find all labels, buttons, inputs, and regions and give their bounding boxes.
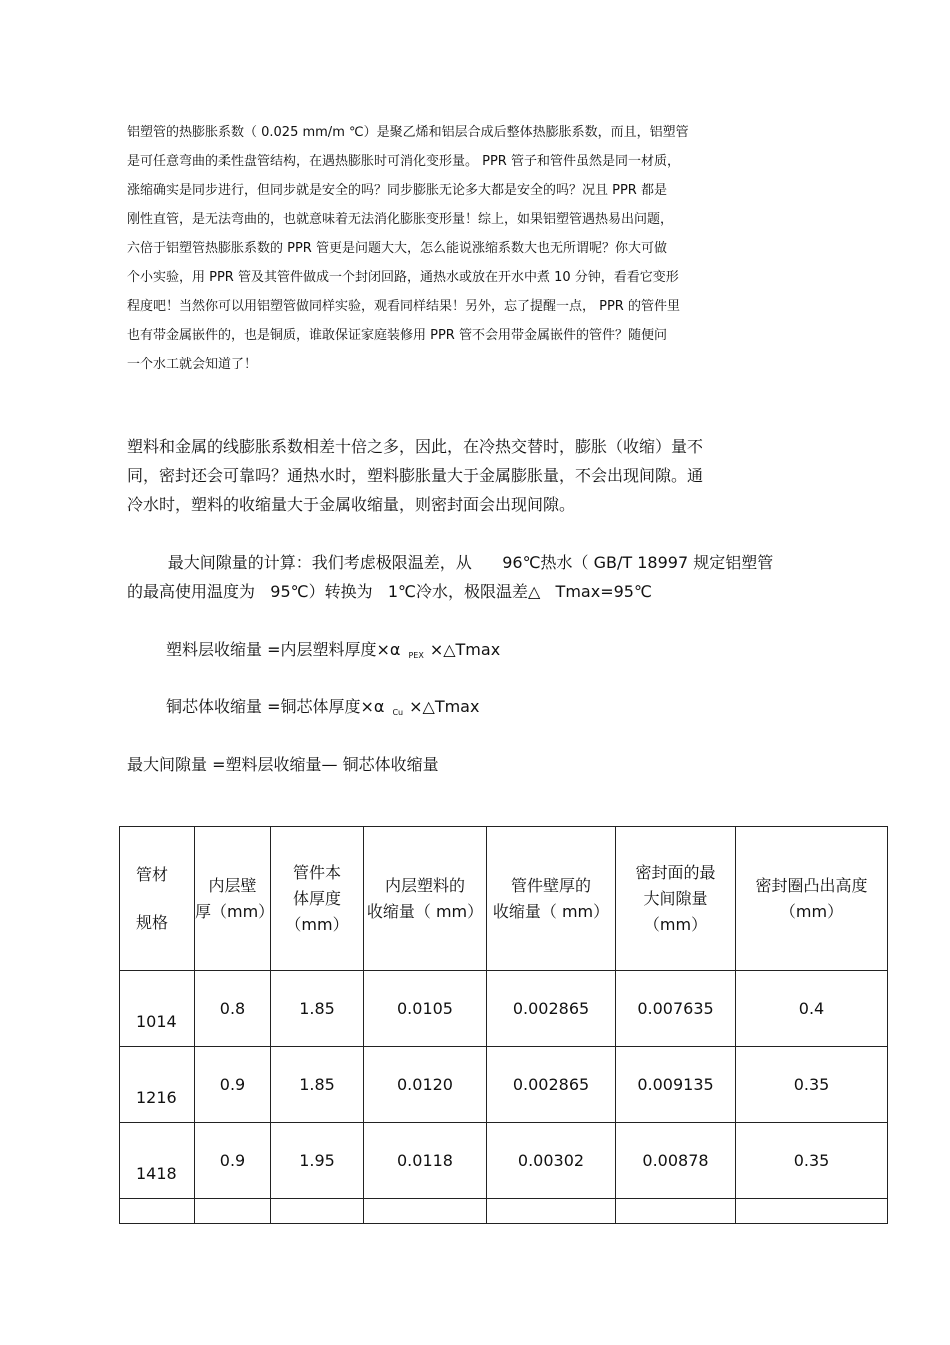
cell-spec: 1014 (120, 971, 195, 1047)
header-cell-plastic-shrinkage: 内层塑料的 收缩量（ mm） (364, 827, 487, 971)
text-line: 涨缩确实是同步进行，但同步就是安全的吗？同步膨胀无论多大都是安全的吗？况且 PPR 都是 (127, 183, 667, 198)
cell-body-thickness: 1.85 (271, 1047, 364, 1123)
text-line: 铝塑管的热膨胀系数（ 0.025 mm/m ℃）是聚乙烯和铝层合成后整体热膨胀系数，而且，铝塑管 (127, 125, 689, 140)
cell-wall-shrinkage: 0.002865 (487, 1047, 616, 1123)
table-row (120, 971, 888, 1047)
text-line: 也有带金属嵌件的，也是铜质，谁敢保证家庭装修用 PPR 管不会用带金属嵌件的管件？随便问 (127, 328, 667, 343)
text-line: 一个水工就会知道了！ (127, 357, 258, 372)
cell-plastic-shrinkage: 0.0118 (364, 1123, 487, 1199)
text-line: 程度吧！当然你可以用铝塑管做同样实验，观看同样结果！另外，忘了提醒一点， PPR 的管件里 (127, 299, 680, 314)
formula-subscript: Cu (392, 708, 404, 717)
formula-copper-shrinkage (166, 696, 479, 721)
cell-spec: 1216 (120, 1047, 195, 1123)
cell-body-thickness: 1.95 (271, 1123, 364, 1199)
table-row (120, 1047, 888, 1123)
table-row (120, 1123, 888, 1199)
formula-lhs: 铜芯体收缩量 =铜芯体厚度×α (166, 697, 385, 716)
empty-cell (487, 1199, 616, 1224)
header-cell-body-thickness: 管件本 体厚度 （mm） (271, 827, 364, 971)
header-cell-spec: 管材 规格 (120, 827, 195, 971)
text-line: 个小实验，用 PPR 管及其管件做成一个封闭回路，通热水或放在开水中煮 10 分钟，看看它变形 (127, 270, 679, 285)
formula-rhs: ×△Tmax (409, 697, 480, 716)
table-empty-row (120, 1199, 888, 1224)
cell-seal-protrusion: 0.4 (736, 971, 888, 1047)
calculation-paragraph (127, 548, 827, 606)
empty-cell (271, 1199, 364, 1224)
cell-plastic-shrinkage: 0.0120 (364, 1047, 487, 1123)
header-cell-inner-wall: 内层壁 厚（mm） (195, 827, 271, 971)
table-header-row (120, 827, 888, 971)
cell-max-gap: 0.009135 (616, 1047, 736, 1123)
formula-subscript: PEX (408, 651, 424, 660)
empty-cell (736, 1199, 888, 1224)
cell-seal-protrusion: 0.35 (736, 1047, 888, 1123)
cell-max-gap: 0.00878 (616, 1123, 736, 1199)
text-line: 塑料和金属的线膨胀系数相差十倍之多，因此，在冷热交替时，膨胀（收缩）量不 (127, 437, 704, 456)
formula-rhs: ×△Tmax (429, 640, 501, 659)
cell-body-thickness: 1.85 (271, 971, 364, 1047)
formula-lhs: 塑料层收缩量 =内层塑料厚度×α (166, 640, 401, 659)
header-cell-max-gap: 密封面的最 大间隙量 （mm） (616, 827, 736, 971)
text-line: 冷水时，塑料的收缩量大于金属收缩量，则密封面会出现间隙。 (127, 495, 576, 514)
header-cell-wall-shrinkage: 管件壁厚的 收缩量（ mm） (487, 827, 616, 971)
cell-inner-wall: 0.9 (195, 1123, 271, 1199)
cell-spec: 1418 (120, 1123, 195, 1199)
text-line: 的最高使用温度为 95℃）转换为 1℃冷水，极限温差△ Tmax=95℃ (127, 582, 652, 601)
empty-cell (195, 1199, 271, 1224)
cell-wall-shrinkage: 0.002865 (487, 971, 616, 1047)
cell-max-gap: 0.007635 (616, 971, 736, 1047)
formula-plastic-shrinkage (166, 639, 500, 664)
text-line: 同，密封还会可靠吗？通热水时，塑料膨胀量大于金属膨胀量，不会出现间隙。通 (127, 466, 704, 485)
text-line: 最大间隙量的计算：我们考虑极限温差，从 96℃热水（ GB/T 18997 规定铝塑管 (127, 553, 774, 572)
empty-cell (364, 1199, 487, 1224)
gap-calculation-table (119, 826, 888, 1224)
cell-seal-protrusion: 0.35 (736, 1123, 888, 1199)
header-cell-seal-protrusion: 密封圈凸出高度 （mm） (736, 827, 888, 971)
intro-paragraph (127, 118, 827, 379)
empty-cell (616, 1199, 736, 1224)
empty-cell (120, 1199, 195, 1224)
text-line: 六倍于铝塑管热膨胀系数的 PPR 管更是问题大大，怎么能说涨缩系数大也无所谓呢？你大可做 (127, 241, 667, 256)
text-line: 是可任意弯曲的柔性盘管结构，在遇热膨胀时可消化变形量。 PPR 管子和管件虽然是同一材质， (127, 154, 680, 169)
cell-plastic-shrinkage: 0.0105 (364, 971, 487, 1047)
cell-inner-wall: 0.8 (195, 971, 271, 1047)
cell-wall-shrinkage: 0.00302 (487, 1123, 616, 1199)
formula-max-gap: 最大间隙量 =塑料层收缩量— 铜芯体收缩量 (127, 755, 439, 774)
cell-inner-wall: 0.9 (195, 1047, 271, 1123)
text-line: 刚性直管，是无法弯曲的，也就意味着无法消化膨胀变形量！综上，如果铝塑管遇热易出问题， (127, 212, 674, 227)
contraction-paragraph (127, 432, 827, 519)
